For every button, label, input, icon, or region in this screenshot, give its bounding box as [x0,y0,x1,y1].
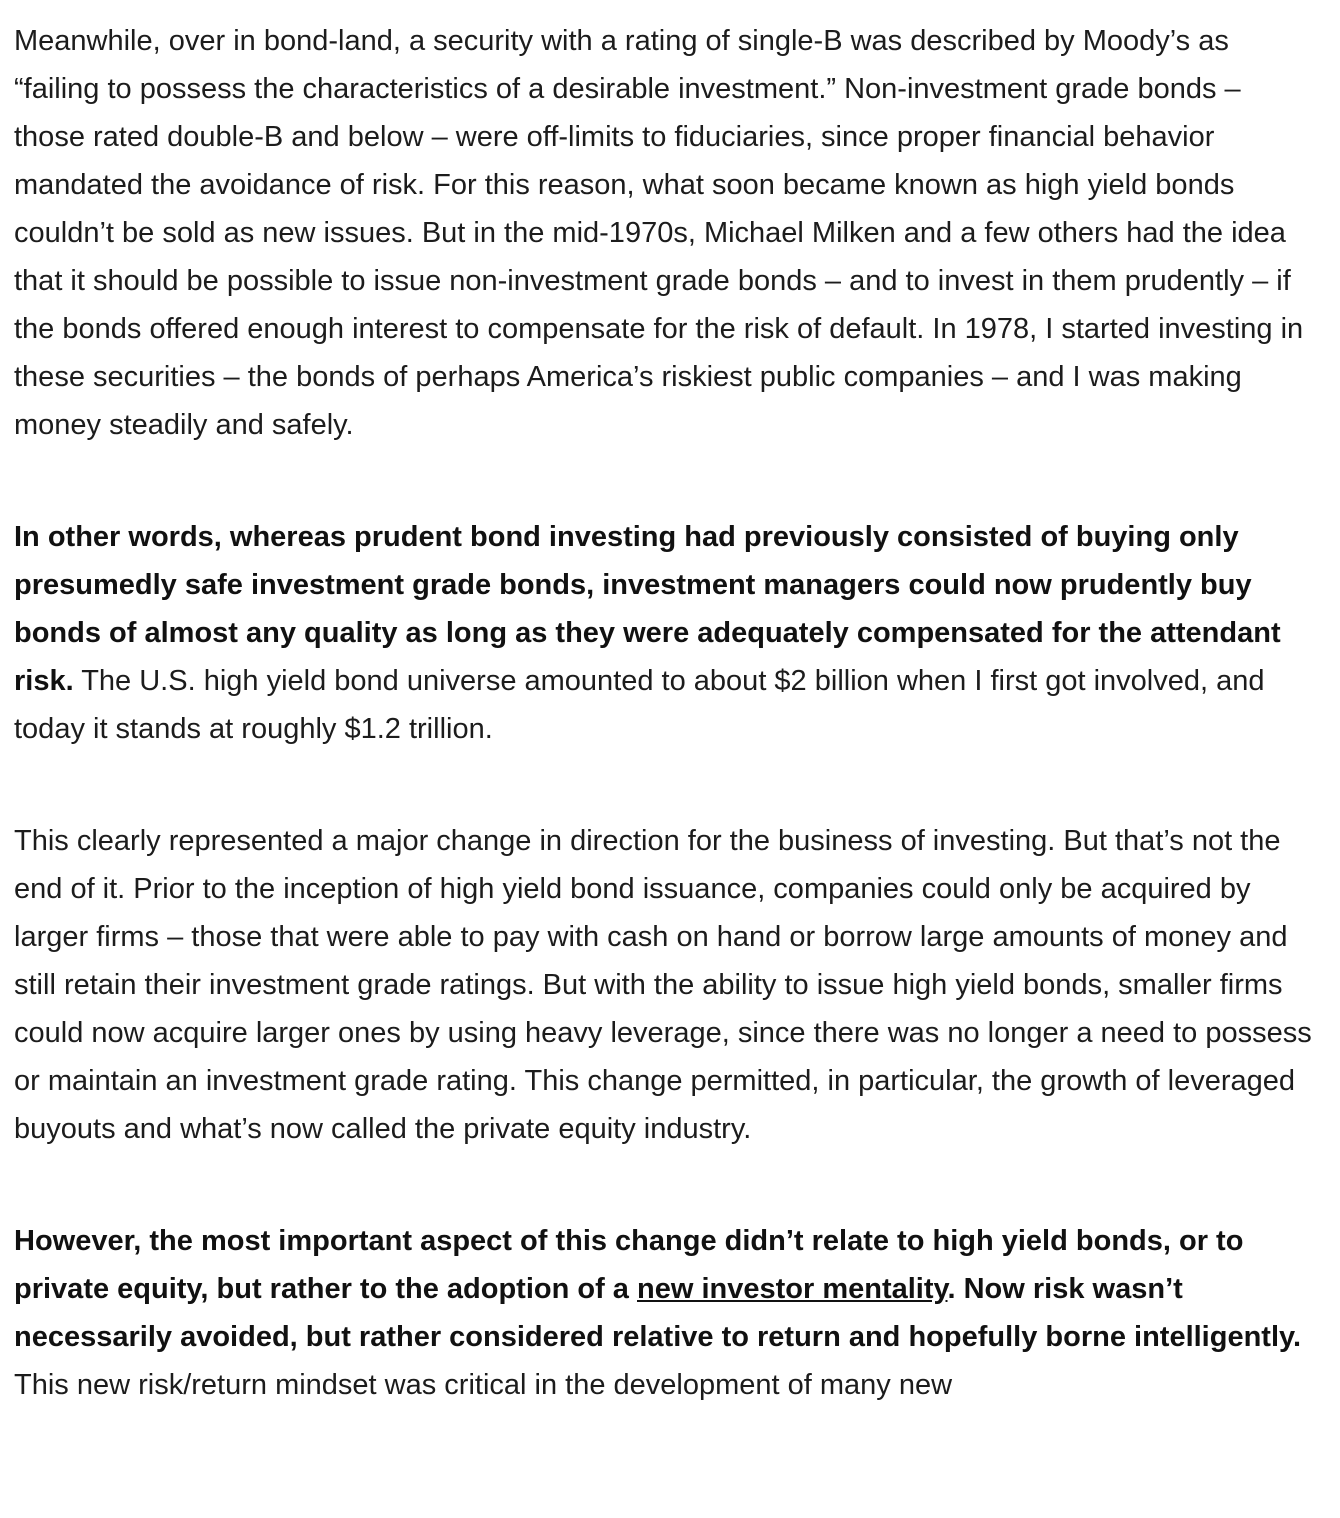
paragraph-prudent-investing [14,513,1314,753]
body-text: The U.S. high yield bond universe amounted to about $2 billion when I first got involved, and today it stands at roughly $1.2 trillion. [14,665,1265,745]
emphasis-text: . Now risk wasn’t necessarily avoided, but rather considered relative to return and hopefully borne intelligently. [14,1273,1302,1353]
emphasis-text: However, the most important aspect of this change didn’t relate to high yield bonds, or to private equity, but rather to the adoption of a [14,1225,1244,1305]
paragraph-investor-mentality [14,1217,1314,1409]
underlined-phrase: new investor mentality [637,1273,948,1305]
emphasis-text: In other words, whereas prudent bond investing had previously consisted of buying only presumedly safe investment grade bonds, investment managers could now prudently buy bonds of almost any quality as long as they were adequately compensated for the attendant risk. [14,521,1281,697]
paragraph-bond-land: Meanwhile, over in bond-land, a security with a rating of single-B was described by Moody’s as “failing to possess the characteristics of a desirable investment.” Non-investment grade bonds – those rated double-B and below – were off-limits to fiduciaries, since proper financial behavior mandated the avoidance of risk. For this reason, what soon became known as high yield bonds couldn’t be sold as new issues. But in the mid-1970s, Michael Milken and a few others had the idea that it should be possible to issue non-investment grade bonds – and to invest in them prudently – if the bonds offered enough interest to compensate for the risk of default. In 1978, I started investing in these securities – the bonds of perhaps America’s riskiest public companies – and I was making money steadily and safely. [14,25,1304,441]
body-text: This new risk/return mindset was critical in the development of many new [14,1369,953,1401]
paragraph-direction-change: This clearly represented a major change in direction for the business of investing. But that’s not the end of it. Prior to the inception of high yield bond issuance, companies could only be acquired by larger firms – those that were able to pay with cash on hand or borrow large amounts of money and still retain their investment grade ratings. But with the ability to issue high yield bonds, smaller firms could now acquire larger ones by using heavy leverage, since there was no longer a need to possess or maintain an investment grade rating. This change permitted, in particular, the growth of leveraged buyouts and what’s now called the private equity industry. [14,825,1312,1145]
document-body [14,17,1314,1473]
